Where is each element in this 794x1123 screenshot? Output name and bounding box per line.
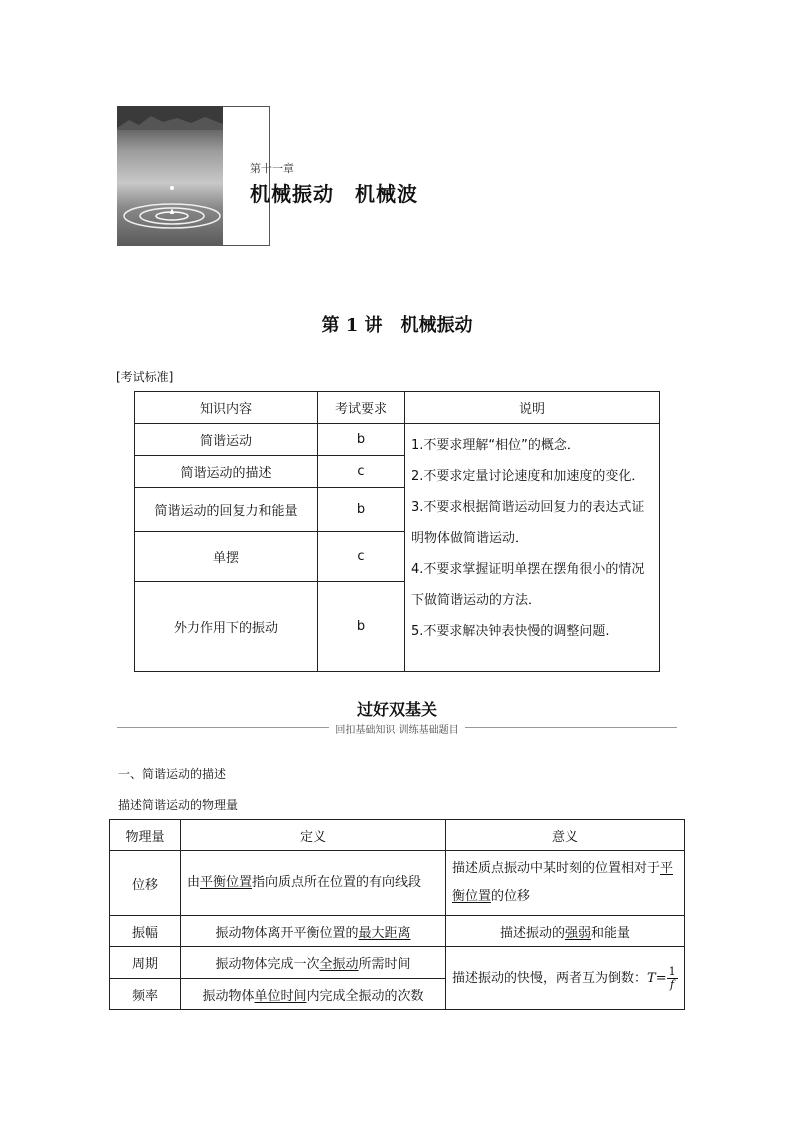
definition-cell: 振动物体完成一次全振动所需时间 [181,947,446,979]
table-header: 意义 [446,820,685,851]
chapter-number: 第十一章 [250,162,294,175]
level-cell: b [318,424,405,456]
note-item: 2.不要求定量讨论速度和加速度的变化． [411,469,645,484]
knowledge-cell: 外力作用下的振动 [135,582,318,672]
notes-cell [405,424,660,672]
section-heading: 一、简谐运动的描述 [118,767,227,781]
lecture-title: 第 1 讲 机械振动 [321,315,473,336]
fraction: $\frac{1}{f}$ [668,964,676,991]
definition-cell: 振动物体离开平衡位置的最大距离 [181,916,446,947]
knowledge-cell: 单摆 [135,532,318,582]
table-header: 知识内容 [135,392,318,424]
table-header: 定义 [181,820,446,851]
quantity-name: 周期 [110,947,181,979]
quantity-name: 频率 [110,979,181,1010]
quantities-table [109,819,685,1010]
meaning-cell: 描述质点振动中某时刻的位置相对于平衡位置的位移 [446,851,685,916]
section-title: 过好双基关 [356,700,437,719]
quantity-name: 位移 [110,851,181,916]
level-cell: b [318,488,405,532]
meaning-cell: 描述振动的快慢，两者互为倒数：T= $\frac{1}{f}$ [446,947,685,1010]
quantity-name: 振幅 [110,916,181,947]
exam-standard-label: [考试标准] [116,370,174,384]
meaning-cell: 描述振动的强弱和能量 [446,916,685,947]
level-cell: c [318,532,405,582]
note-item: 1.不要求理解“相位”的概念． [411,438,580,453]
chapter-cover-frame [223,106,270,246]
table-header: 物理量 [110,820,181,851]
note-item: 5.不要求解决钟表快慢的调整问题. [411,624,610,639]
formula: T= $\frac{1}{f}$ [647,964,676,991]
definition-cell: 由平衡位置指向质点所在位置的有向线段 [181,851,446,916]
knowledge-cell: 简谐运动的描述 [135,456,318,488]
note-item: 4.不要求掌握证明单摆在摆角很小的情况下做简谐运动的方法． [411,562,645,608]
chapter-cover-image [117,106,223,246]
knowledge-cell: 简谐运动 [135,424,318,456]
table-header: 说明 [405,392,660,424]
exam-standard-table [134,391,660,672]
knowledge-cell: 简谐运动的回复力和能量 [135,488,318,532]
note-item: 3.不要求根据简谐运动回复力的表达式证明物体做简谐运动． [411,500,645,546]
section-subheading: 描述简谐运动的物理量 [118,798,239,812]
level-cell: b [318,582,405,672]
chapter-title: 机械振动 机械波 [250,182,418,206]
water-ripple-illustration [117,106,223,246]
table-header: 考试要求 [318,392,405,424]
level-cell: c [318,456,405,488]
definition-cell: 振动物体单位时间内完成全振动的次数 [181,979,446,1010]
section-subtitle: 回扣基础知识 训练基础题目 [0,721,794,736]
